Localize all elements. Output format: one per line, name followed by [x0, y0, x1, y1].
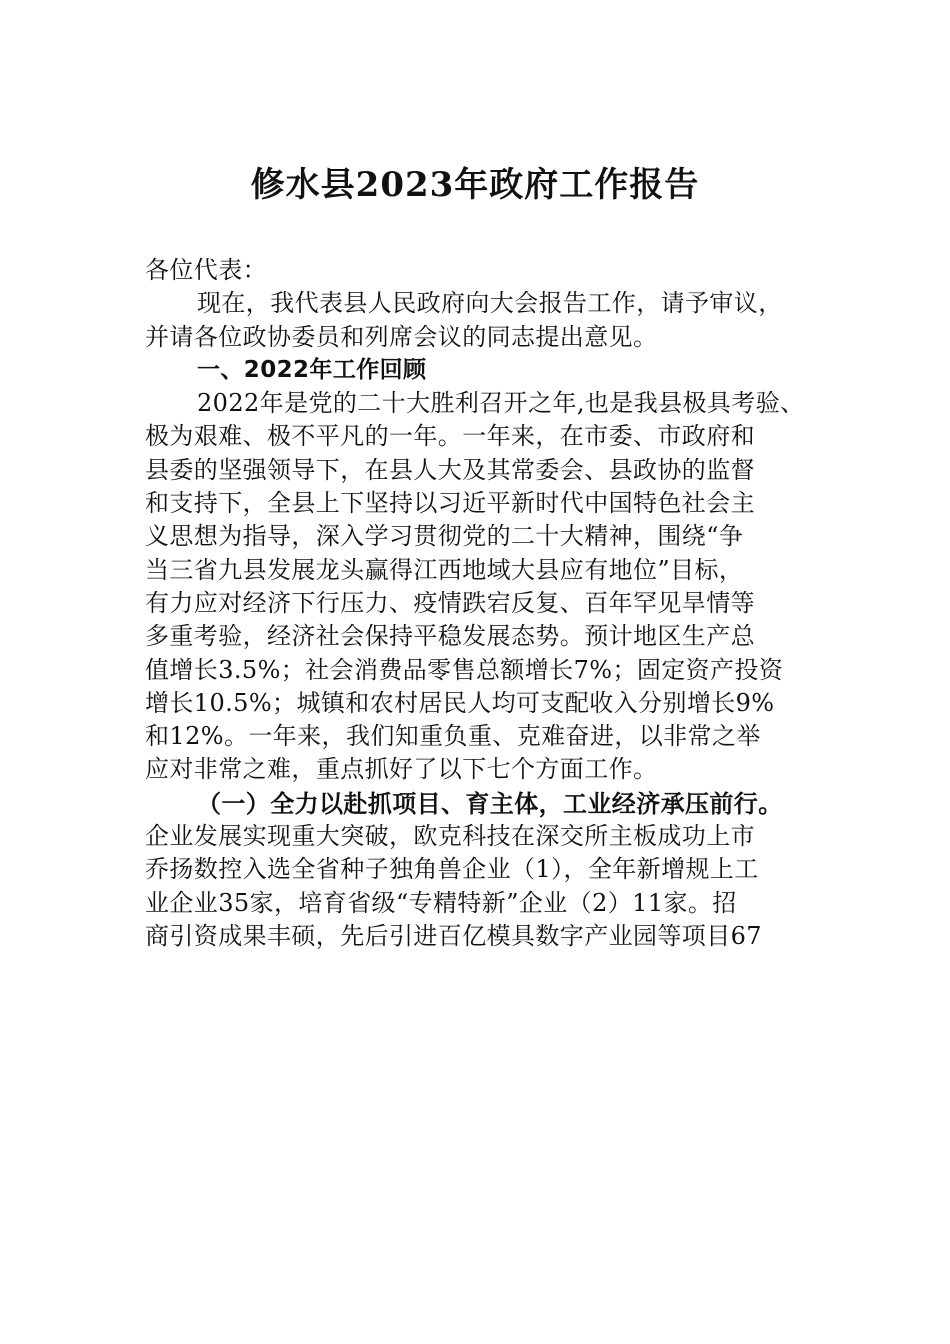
paragraph-line: 业企业35家，培育省级“专精特新”企业（2）11家。招 [145, 888, 737, 917]
paragraph-line: 有力应对经济下行压力、疫情跌宕反复、百年罕见旱情等 [145, 588, 755, 617]
paragraph-line: 2022年是党的二十大胜利召开之年,也是我县极具考验、 [197, 389, 805, 418]
paragraph-line: 当三省九县发展龙头赢得江西地域大县应有地位”目标， [145, 555, 744, 584]
paragraph-line: 并请各位政协委员和列席会议的同志提出意见。 [145, 322, 658, 351]
paragraph-line: 值增长3.5%；社会消费品零售总额增长7%；固定资产投资 [145, 655, 784, 684]
document-title: 修水县2023年政府工作报告 [250, 165, 700, 205]
paragraph-line: 应对非常之难，重点抓好了以下七个方面工作。 [145, 755, 658, 784]
paragraph-line: 现在，我代表县人民政府向大会报告工作，请予审议， [197, 289, 783, 318]
salutation: 各位代表： [145, 256, 267, 284]
section-heading: 一、2022年工作回顾 [197, 356, 427, 383]
paragraph-line: 义思想为指导，深入学习贯彻党的二十大精神，围绕“争 [145, 522, 744, 551]
paragraph-line: 增长10.5%；城镇和农村居民人均可支配收入分别增长9% [145, 688, 775, 717]
paragraph-line: 多重考验，经济社会保持平稳发展态势。预计地区生产总 [145, 622, 755, 651]
paragraph-line: 企业发展实现重大突破，欧克科技在深交所主板成功上市 [145, 822, 755, 851]
paragraph-line: 和12%。一年来，我们知重负重、克难奋进，以非常之举 [145, 722, 761, 751]
document-body [145, 254, 835, 953]
paragraph-line: 县委的坚强领导下，在县人大及其常委会、县政协的监督 [145, 455, 755, 484]
paragraph-line: 乔扬数控入选全省种子独角兽企业（1），全年新增规上工 [145, 855, 759, 884]
subsection-heading: （一）全力以赴抓项目、育主体，工业经济承压前行。 [197, 788, 783, 818]
paragraph-line: 和支持下，全县上下坚持以习近平新时代中国特色社会主 [145, 489, 755, 518]
paragraph-line: 极为艰难、极不平凡的一年。一年来，在市委、市政府和 [145, 422, 755, 451]
paragraph-line: 商引资成果丰硕，先后引进百亿模具数字产业园等项目67 [145, 921, 762, 950]
